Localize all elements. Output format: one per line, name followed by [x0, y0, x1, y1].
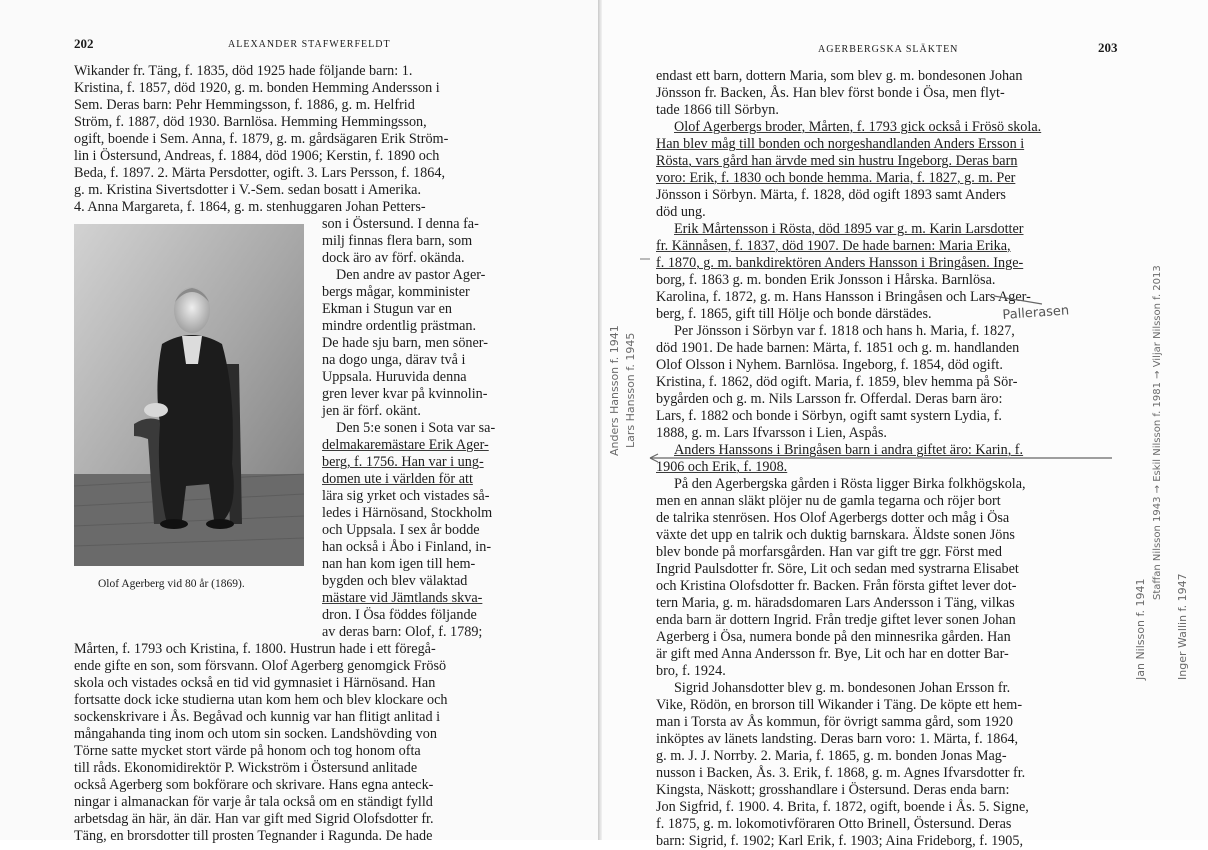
- text-line: sockenskrivare i Ås. Begåvad och kunnig var han flitigt anlitad i: [74, 709, 441, 725]
- text-line: mindre ordentlig prästman.: [322, 318, 477, 334]
- text-line: lära sig yrket och vistades så-: [322, 488, 490, 504]
- running-head-left: ALEXANDER STAFWERFELDT: [228, 39, 391, 50]
- text-line: och Kristina Olofsdotter fr. Backen. Från första giftet lever dot-: [656, 578, 1017, 594]
- text-line-underlined: fr. Kännåsen, f. 1837, död 1907. De hade barnen: Maria Erika,: [656, 238, 1011, 254]
- photo-caption: Olof Agerberg vid 80 år (1869).: [98, 578, 245, 590]
- text-line: Den andre av pastor Ager-: [336, 267, 486, 283]
- text-line: Jönsson i Sörbyn. Märta, f. 1828, död ogift 1893 samt Anders: [656, 187, 1006, 203]
- page-number-right: 203: [1098, 40, 1118, 55]
- text-line-underlined: 1906 och Erik, f. 1908.: [656, 459, 788, 475]
- text-line: död 1901. De hade barnen: Märta, f. 1851 och g. m. handlanden: [656, 340, 1020, 356]
- text-line: bro, f. 1924.: [656, 663, 726, 679]
- text-line: borg, f. 1863 g. m. bonden Erik Jonsson i Hårska. Barnlösa.: [656, 272, 996, 288]
- text-line-underlined: domen ute i världen för att: [322, 471, 473, 487]
- right-page: [602, 0, 1208, 849]
- text-line: blev bonde på morfarsgården. Han var gift tre ggr. Först med: [656, 544, 1002, 560]
- text-line: tade 1866 till Sörbyn.: [656, 102, 779, 118]
- text-line: Ekman i Stugun var en: [322, 301, 453, 317]
- text-line: gren lever kvar på kvinnolin-: [322, 386, 488, 402]
- text-line: Ström, f. 1887, död 1930. Barnlösa. Hemming Hemmingsson,: [74, 114, 427, 130]
- text-line: De hade sju barn, men söner-: [322, 335, 488, 351]
- text-line: bygården och g. m. Nils Larsson fr. Offerdal. Deras barn äro:: [656, 391, 1003, 407]
- handwritten-note: Staffan Nilsson 1943 → Eskil Nilsson f. 1981 → Viljar Nilsson f. 2013: [1152, 265, 1163, 600]
- text-line: också Agerberg som bokförare och skrivare. Hans egna anteck-: [74, 777, 434, 793]
- text-line: barn: Sigrid, f. 1902; Karl Erik, f. 1903; Aina Frideborg, f. 1905,: [656, 833, 1023, 849]
- text-line: död ung.: [656, 204, 706, 220]
- text-line: och Uppsala. I sex år bodde: [322, 522, 480, 538]
- text-line-underlined: voro: Erik, f. 1830 och bonde hemma. Maria, f. 1827, g. m. Per: [656, 170, 1016, 186]
- text-line: ende gifte en son, som försvann. Olof Agerberg genomgick Frösö: [74, 658, 447, 674]
- text-line: na dogo unga, därav två i: [322, 352, 466, 368]
- text-line: enda barn är dottern Ingrid. Från tredje giftet lever sonen Johan: [656, 612, 1016, 628]
- text-line: 4. Anna Margareta, f. 1864, g. m. stenhuggaren Johan Petters-: [74, 199, 426, 215]
- text-line: Kristina, f. 1862, död ogift. Maria, f. 1859, blev hemma på Sör-: [656, 374, 1018, 390]
- text-line-underlined: Erik Mårtensson i Rösta, död 1895 var g. m. Karin Larsdotter: [674, 221, 1024, 237]
- text-line: Uppsala. Huruvida denna: [322, 369, 467, 385]
- text-line: bygden och blev välaktad: [322, 573, 468, 589]
- text-line-underlined: mästare vid Jämtlands skva-: [322, 590, 483, 606]
- text-line: lin i Östersund, Andreas, f. 1884, död 1906; Kerstin, f. 1890 och: [74, 148, 440, 164]
- text-line: dock äro av förf. okända.: [322, 250, 465, 266]
- text-line: ningar i almanackan för varje år tala också om en ständigt fylld: [74, 794, 433, 810]
- text-line: han också i Åbo i Finland, in-: [322, 539, 492, 555]
- handwritten-note: Anders Hansson f. 1941: [608, 325, 621, 456]
- text-line: g. m. Kristina Sivertsdotter i V.-Sem. sedan bosatt i Amerika.: [74, 182, 422, 198]
- text-line: Lars, f. 1882 och bonde i Sörbyn, ogift samt systern Lydia, f.: [656, 408, 1002, 424]
- text-line: nusson i Backen, Ås. 3. Erik, f. 1868, g. m. Agnes Ifvarsdotter fr.: [656, 765, 1026, 781]
- running-head-right: AGERBERGSKA SLÄKTEN: [818, 44, 959, 55]
- text-line: nan han kom igen till hem-: [322, 556, 476, 572]
- text-line-underlined: berg, f. 1756. Han var i ung-: [322, 454, 484, 470]
- text-line: Kristina, f. 1857, död 1920, g. m. bonden Hemming Andersson i: [74, 80, 440, 96]
- text-line: Ingrid Paulsdotter fr. Söre, Lit och sedan med systrarna Elisabet: [656, 561, 1019, 577]
- text-line: till råds. Ekonomidirektör P. Wickström i Östersund anlitade: [74, 760, 418, 776]
- handwritten-note: Inger Wallin f. 1947: [1176, 573, 1189, 680]
- text-line: Wikander fr. Täng, f. 1835, död 1925 hade följande barn: 1.: [74, 63, 413, 79]
- text-line: Sigrid Johansdotter blev g. m. bondesonen Johan Ersson fr.: [674, 680, 1011, 696]
- text-line: mångahanda ting inom och utom sin socken. Landshövding von: [74, 726, 437, 742]
- text-line: Sem. Deras barn: Pehr Hemmingsson, f. 1886, g. m. Helfrid: [74, 97, 415, 113]
- text-line: man i Torsta av Ås kommun, för övrigt samma gård, som 1920: [656, 714, 1013, 730]
- text-line: ogift, boende i Sem. Anna, f. 1879, g. m. gårdsägaren Erik Ström-: [74, 131, 449, 147]
- text-line: På den Agerbergska gården i Rösta ligger Birka folkhögskola,: [674, 476, 1026, 492]
- text-line: Mårten, f. 1793 och Kristina, f. 1800. Hustrun hade i ett föregå-: [74, 641, 436, 657]
- text-line: inköptes av länets landsting. Deras barn voro: 1. Märta, f. 1864,: [656, 731, 1019, 747]
- handwritten-note: Lars Hansson f. 1945: [624, 332, 637, 448]
- text-line-underlined: f. 1870, g. m. bankdirektören Anders Hansson i Bringåsen. Inge-: [656, 255, 1024, 271]
- text-line-underlined: Anders Hanssons i Bringåsen barn i andra giftet äro: Karin, f.: [674, 442, 1024, 458]
- text-line: tern Maria, g. m. häradsdomaren Lars Andersson i Täng, vilkas: [656, 595, 1015, 611]
- text-line: f. 1875, g. m. lokomotivföraren Otto Brinell, Östersund. Deras: [656, 816, 1012, 832]
- text-line: Törne satte mycket stort värde på honom och tog honom ofta: [74, 743, 421, 759]
- text-line: Kingsta, Näskott; grosshandlare i Östersund. Deras enda barn:: [656, 782, 1010, 798]
- text-line: son i Östersund. I denna fa-: [322, 216, 479, 232]
- text-line-underlined: delmakaremästare Erik Ager-: [322, 437, 489, 453]
- text-line: de talrika stenrösen. Hos Olof Agerbergs dotter och måg i Ösa: [656, 510, 1010, 526]
- text-line: arbetsdag än här, än där. Han var gift med Sigrid Olofsdotter fr.: [74, 811, 434, 827]
- handwritten-correction: Pallerasen: [1002, 303, 1070, 323]
- text-line: växte det upp en talrik och duktig barnskara. Äldste sonen Jöns: [656, 527, 1015, 543]
- text-line: är gift med Anna Andersson fr. Bye, Lit och har en dotter Bar-: [656, 646, 1009, 662]
- text-line: g. m. J. J. Norrby. 2. Maria, f. 1865, g. m. bonden Jonas Mag-: [656, 748, 1007, 764]
- text-line: jen är förf. okänt.: [322, 403, 421, 419]
- text-line-underlined: Rösta, vars gård han ärvde med sin hustru Ingeborg. Deras barn: [656, 153, 1018, 169]
- handwritten-note: Jan Nilsson f. 1941: [1134, 578, 1147, 680]
- text-line: av deras barn: Olof, f. 1789;: [322, 624, 483, 640]
- text-line: men en annan släkt plöjer nu de gamla tegarna och röjer bort: [656, 493, 1001, 509]
- text-line: endast ett barn, dottern Maria, som blev g. m. bondesonen Johan: [656, 68, 1023, 84]
- text-line: Den 5:e sonen i Sota var sa-: [336, 420, 496, 436]
- text-line: Beda, f. 1897. 2. Märta Persdotter, ogift. 3. Lars Persson, f. 1864,: [74, 165, 446, 181]
- text-line: Agerberg i Ösa, numera bonde på den minnesrika gården. Han: [656, 629, 1011, 645]
- text-line-underlined: Han blev måg till bonden och norgeshandlanden Anders Ersson i: [656, 136, 1025, 152]
- text-line: milj finnas flera barn, som: [322, 233, 473, 249]
- text-line: skola och vistades också en tid vid gymnasiet i Härnösand. Han: [74, 675, 436, 691]
- text-line: Jönsson fr. Backen, Ås. Han blev först bonde i Ösa, men flyt-: [656, 85, 1005, 101]
- text-line: berg, f. 1865, gift till Hölje och bonde därstädes.: [656, 306, 932, 322]
- text-line-underlined: Olof Agerbergs broder, Mårten, f. 1793 gick också i Frösö skola.: [674, 119, 1042, 135]
- text-line: Karolina, f. 1872, g. m. Hans Hansson i Bringåsen och Lars Ager-: [656, 289, 1031, 305]
- text-line: fortsatte dock icke studierna utan kom hem och blev klockare och: [74, 692, 448, 708]
- text-line: Per Jönsson i Sörbyn var f. 1818 och hans h. Maria, f. 1827,: [674, 323, 1015, 339]
- text-line: 1888, g. m. Lars Ifvarsson i Lien, Aspås.: [656, 425, 887, 441]
- text-line: bergs mågar, komminister: [322, 284, 470, 300]
- page-number-left: 202: [74, 36, 94, 51]
- text-line: Olof Olsson i Nyhem. Barnlösa. Ingeborg, f. 1854, död ogift.: [656, 357, 1003, 373]
- left-page: [0, 0, 600, 844]
- text-line: ledes i Härnösand, Stockholm: [322, 505, 493, 521]
- text-line: Täng, en brorsdotter till prosten Tegnander i Ragunda. De hade: [74, 828, 433, 844]
- portrait-photo: [74, 224, 304, 566]
- text-line: Vike, Rödön, en brorson till Wikander i Täng. De köpte ett hem-: [656, 697, 1023, 713]
- text-line: dron. I Ösa föddes följande: [322, 607, 477, 623]
- text-line: Jon Sigfrid, f. 1900. 4. Brita, f. 1872, ogift, boende i Ås. 5. Signe,: [656, 799, 1029, 815]
